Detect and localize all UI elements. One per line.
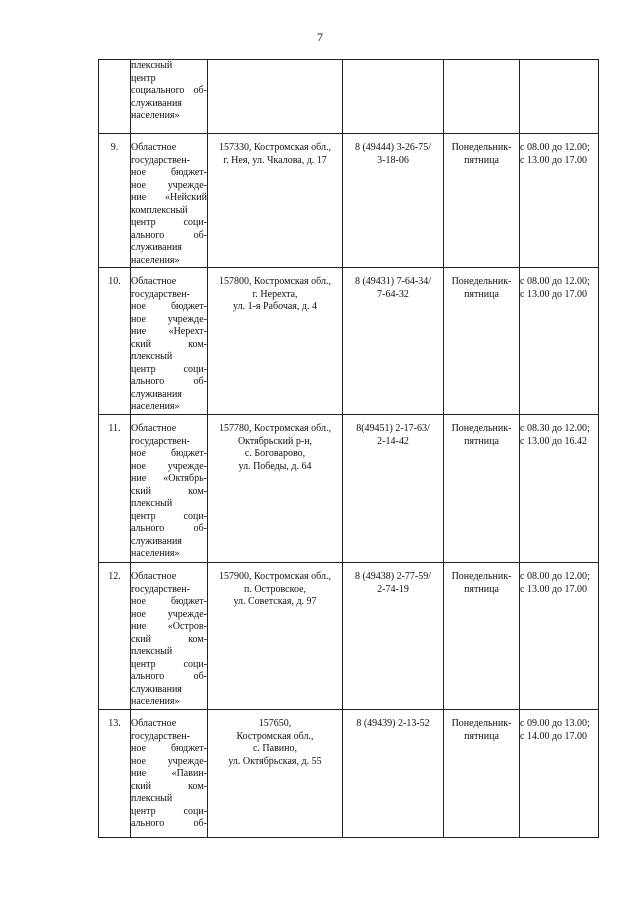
hours-cell — [520, 415, 599, 563]
workdays-cell — [444, 563, 520, 710]
institution-name — [131, 134, 208, 268]
address-cell — [208, 415, 343, 563]
name-line: ное бюджет- — [131, 167, 207, 178]
cell-line: Костромская обл., — [236, 730, 314, 742]
cell-line: Понедельник- — [451, 276, 512, 287]
name-line: служивания — [131, 242, 182, 253]
name-line: центр соци- — [131, 658, 207, 670]
name-line: ное бюджет- — [131, 448, 207, 459]
hours-cell — [520, 134, 599, 268]
name-line: ние «Октябрь- — [131, 473, 207, 484]
name-line: центр соци- — [131, 217, 207, 228]
cell-line: 8 (49439) 2-13-52 — [356, 718, 430, 729]
workdays-cell — [444, 134, 520, 268]
page-number: 7 — [317, 30, 323, 44]
institution-name — [131, 415, 208, 563]
cell-line: Понедельник- — [451, 142, 512, 153]
phone-cell — [343, 134, 444, 268]
cell-line: г. Нея, ул. Чкалова, д. 17 — [223, 154, 327, 166]
institution-name — [131, 268, 208, 415]
name-line: ние «Павин- — [131, 768, 207, 779]
workdays-cell — [444, 268, 520, 415]
name-line: центр соци- — [131, 510, 207, 522]
institution-name — [131, 60, 208, 134]
cell-line: пятница — [464, 288, 499, 300]
name-line: ное учрежде- — [131, 179, 207, 191]
cell-line: с 13.00 до 17.00 — [520, 583, 588, 595]
table-row — [99, 415, 599, 563]
cell-line: п. Островское, — [243, 583, 307, 595]
table-row — [99, 134, 599, 268]
cell-line: ул. Октябрьская, д. 55 — [228, 755, 322, 767]
phone-cell — [343, 710, 444, 838]
institution-name — [131, 710, 208, 838]
cell-line: 3-18-06 — [377, 154, 409, 166]
name-line: Областное — [131, 276, 177, 287]
name-line: комплексный — [131, 204, 188, 216]
cell-line: Понедельник- — [451, 571, 512, 582]
name-line: ние «Остров- — [131, 621, 207, 632]
table-body — [99, 60, 599, 838]
cell-line: ул. Победы, д. 64 — [238, 460, 312, 472]
name-line: государствен- — [131, 583, 190, 595]
name-line: центр социального об- — [131, 72, 207, 96]
name-line: населения» — [131, 401, 180, 412]
name-line: ального об- — [131, 376, 207, 387]
name-line: ский ком- — [131, 485, 207, 497]
name-line: государствен- — [131, 154, 190, 166]
cell-line: 157780, Костромская обл., — [218, 423, 331, 434]
name-line: ное учрежде- — [131, 313, 207, 325]
name-line: государствен- — [131, 435, 190, 447]
cell-line: 157900, Костромская обл., — [218, 571, 331, 582]
cell-line: 8 (49438) 2-77-59/ — [354, 571, 432, 582]
cell-line: ул. 1-я Рабочая, д. 4 — [233, 301, 317, 312]
cell-line: с 08.30 до 12.00; — [520, 423, 590, 434]
name-line: служивания — [131, 535, 182, 547]
name-line: служивания — [131, 97, 182, 109]
name-line: ние «Нерехт- — [131, 326, 207, 337]
name-line: ное учрежде- — [131, 460, 207, 472]
row-number: 10. — [99, 268, 131, 415]
cell-line: ул. Советская, д. 97 — [233, 596, 317, 607]
hours-cell — [520, 60, 599, 134]
cell-line: с 14.00 до 17.00 — [520, 730, 588, 742]
cell-line: 8(49451) 2-17-63/ — [356, 423, 430, 434]
name-line: центр соци- — [131, 805, 207, 817]
name-line: ский ком- — [131, 338, 207, 350]
cell-line: пятница — [464, 435, 499, 447]
cell-line: 2-74-19 — [377, 583, 409, 595]
cell-line: пятница — [464, 154, 499, 166]
cell-line: с 13.00 до 17.00 — [520, 154, 588, 166]
cell-line: 157800, Костромская обл., — [218, 276, 331, 287]
phone-cell — [343, 60, 444, 134]
cell-line: 7-64-32 — [377, 288, 409, 300]
row-number: 12. — [99, 563, 131, 710]
name-line: служивания — [131, 683, 182, 695]
workdays-cell — [444, 415, 520, 563]
name-line: государствен- — [131, 730, 190, 742]
name-line: ального об- — [131, 671, 207, 682]
name-line: ального об- — [131, 818, 207, 829]
cell-line: 157330, Костромская обл., — [218, 142, 331, 153]
name-line: ский ком- — [131, 780, 207, 792]
name-line: плексный — [131, 351, 173, 362]
phone-cell — [343, 415, 444, 563]
name-line: ное учрежде- — [131, 755, 207, 767]
cell-line: с 13.00 до 17.00 — [520, 288, 588, 300]
name-line: плексный — [131, 498, 173, 509]
name-line: плексный — [131, 60, 173, 71]
name-line: Областное — [131, 718, 177, 729]
name-line: ский ком- — [131, 633, 207, 645]
table-row — [99, 710, 599, 838]
hours-cell — [520, 563, 599, 710]
address-cell — [208, 134, 343, 268]
name-line: ное бюджет- — [131, 743, 207, 754]
table-row — [99, 60, 599, 134]
cell-line: 8 (49444) 3-26-75/ — [354, 142, 432, 153]
row-number — [99, 60, 131, 134]
cell-line: 8 (49431) 7-64-34/ — [354, 276, 432, 287]
name-line: населения» — [131, 254, 180, 266]
phone-cell — [343, 563, 444, 710]
name-line: населения» — [131, 696, 180, 707]
cell-line: пятница — [464, 583, 499, 595]
institution-name — [131, 563, 208, 710]
cell-line: с 08.00 до 12.00; — [520, 571, 590, 582]
institutions-table — [98, 59, 599, 838]
row-number: 13. — [99, 710, 131, 838]
name-line: служивания — [131, 388, 182, 400]
table-row — [99, 268, 599, 415]
row-number: 9. — [99, 134, 131, 268]
workdays-cell — [444, 710, 520, 838]
name-line: населения» — [131, 110, 180, 121]
cell-line: с. Боговарово, — [244, 448, 306, 459]
address-cell — [208, 710, 343, 838]
cell-line: пятница — [464, 730, 499, 742]
address-cell — [208, 268, 343, 415]
cell-line: с 08.00 до 12.00; — [520, 276, 590, 287]
name-line: ное бюджет- — [131, 301, 207, 312]
cell-line: г. Нерехта, — [252, 288, 298, 300]
workdays-cell — [444, 60, 520, 134]
name-line: государствен- — [131, 288, 190, 300]
cell-line: 157650, — [258, 718, 292, 729]
cell-line: Понедельник- — [451, 718, 512, 729]
address-cell — [208, 563, 343, 710]
phone-cell — [343, 268, 444, 415]
hours-cell — [520, 268, 599, 415]
name-line: ние «Нейский — [131, 192, 207, 203]
cell-line: с 09.00 до 13.00; — [520, 718, 590, 729]
name-line: центр соци- — [131, 363, 207, 375]
cell-line: 2-14-42 — [377, 435, 409, 447]
address-cell — [208, 60, 343, 134]
row-number: 11. — [99, 415, 131, 563]
cell-line: Октябрьский р-н, — [237, 435, 313, 447]
cell-line: с. Павино, — [252, 743, 298, 754]
name-line: ное учрежде- — [131, 608, 207, 620]
name-line: Областное — [131, 571, 177, 582]
name-line: Областное — [131, 142, 177, 153]
name-line: Областное — [131, 423, 177, 434]
name-line: населения» — [131, 548, 180, 559]
cell-line: с 08.00 до 12.00; — [520, 142, 590, 153]
hours-cell — [520, 710, 599, 838]
name-line: ального об- — [131, 229, 207, 241]
table-row — [99, 563, 599, 710]
cell-line: Понедельник- — [451, 423, 512, 434]
name-line: ное бюджет- — [131, 596, 207, 607]
name-line: плексный — [131, 646, 173, 657]
name-line: плексный — [131, 793, 173, 804]
name-line: ального об- — [131, 523, 207, 534]
cell-line: с 13.00 до 16.42 — [520, 435, 588, 447]
